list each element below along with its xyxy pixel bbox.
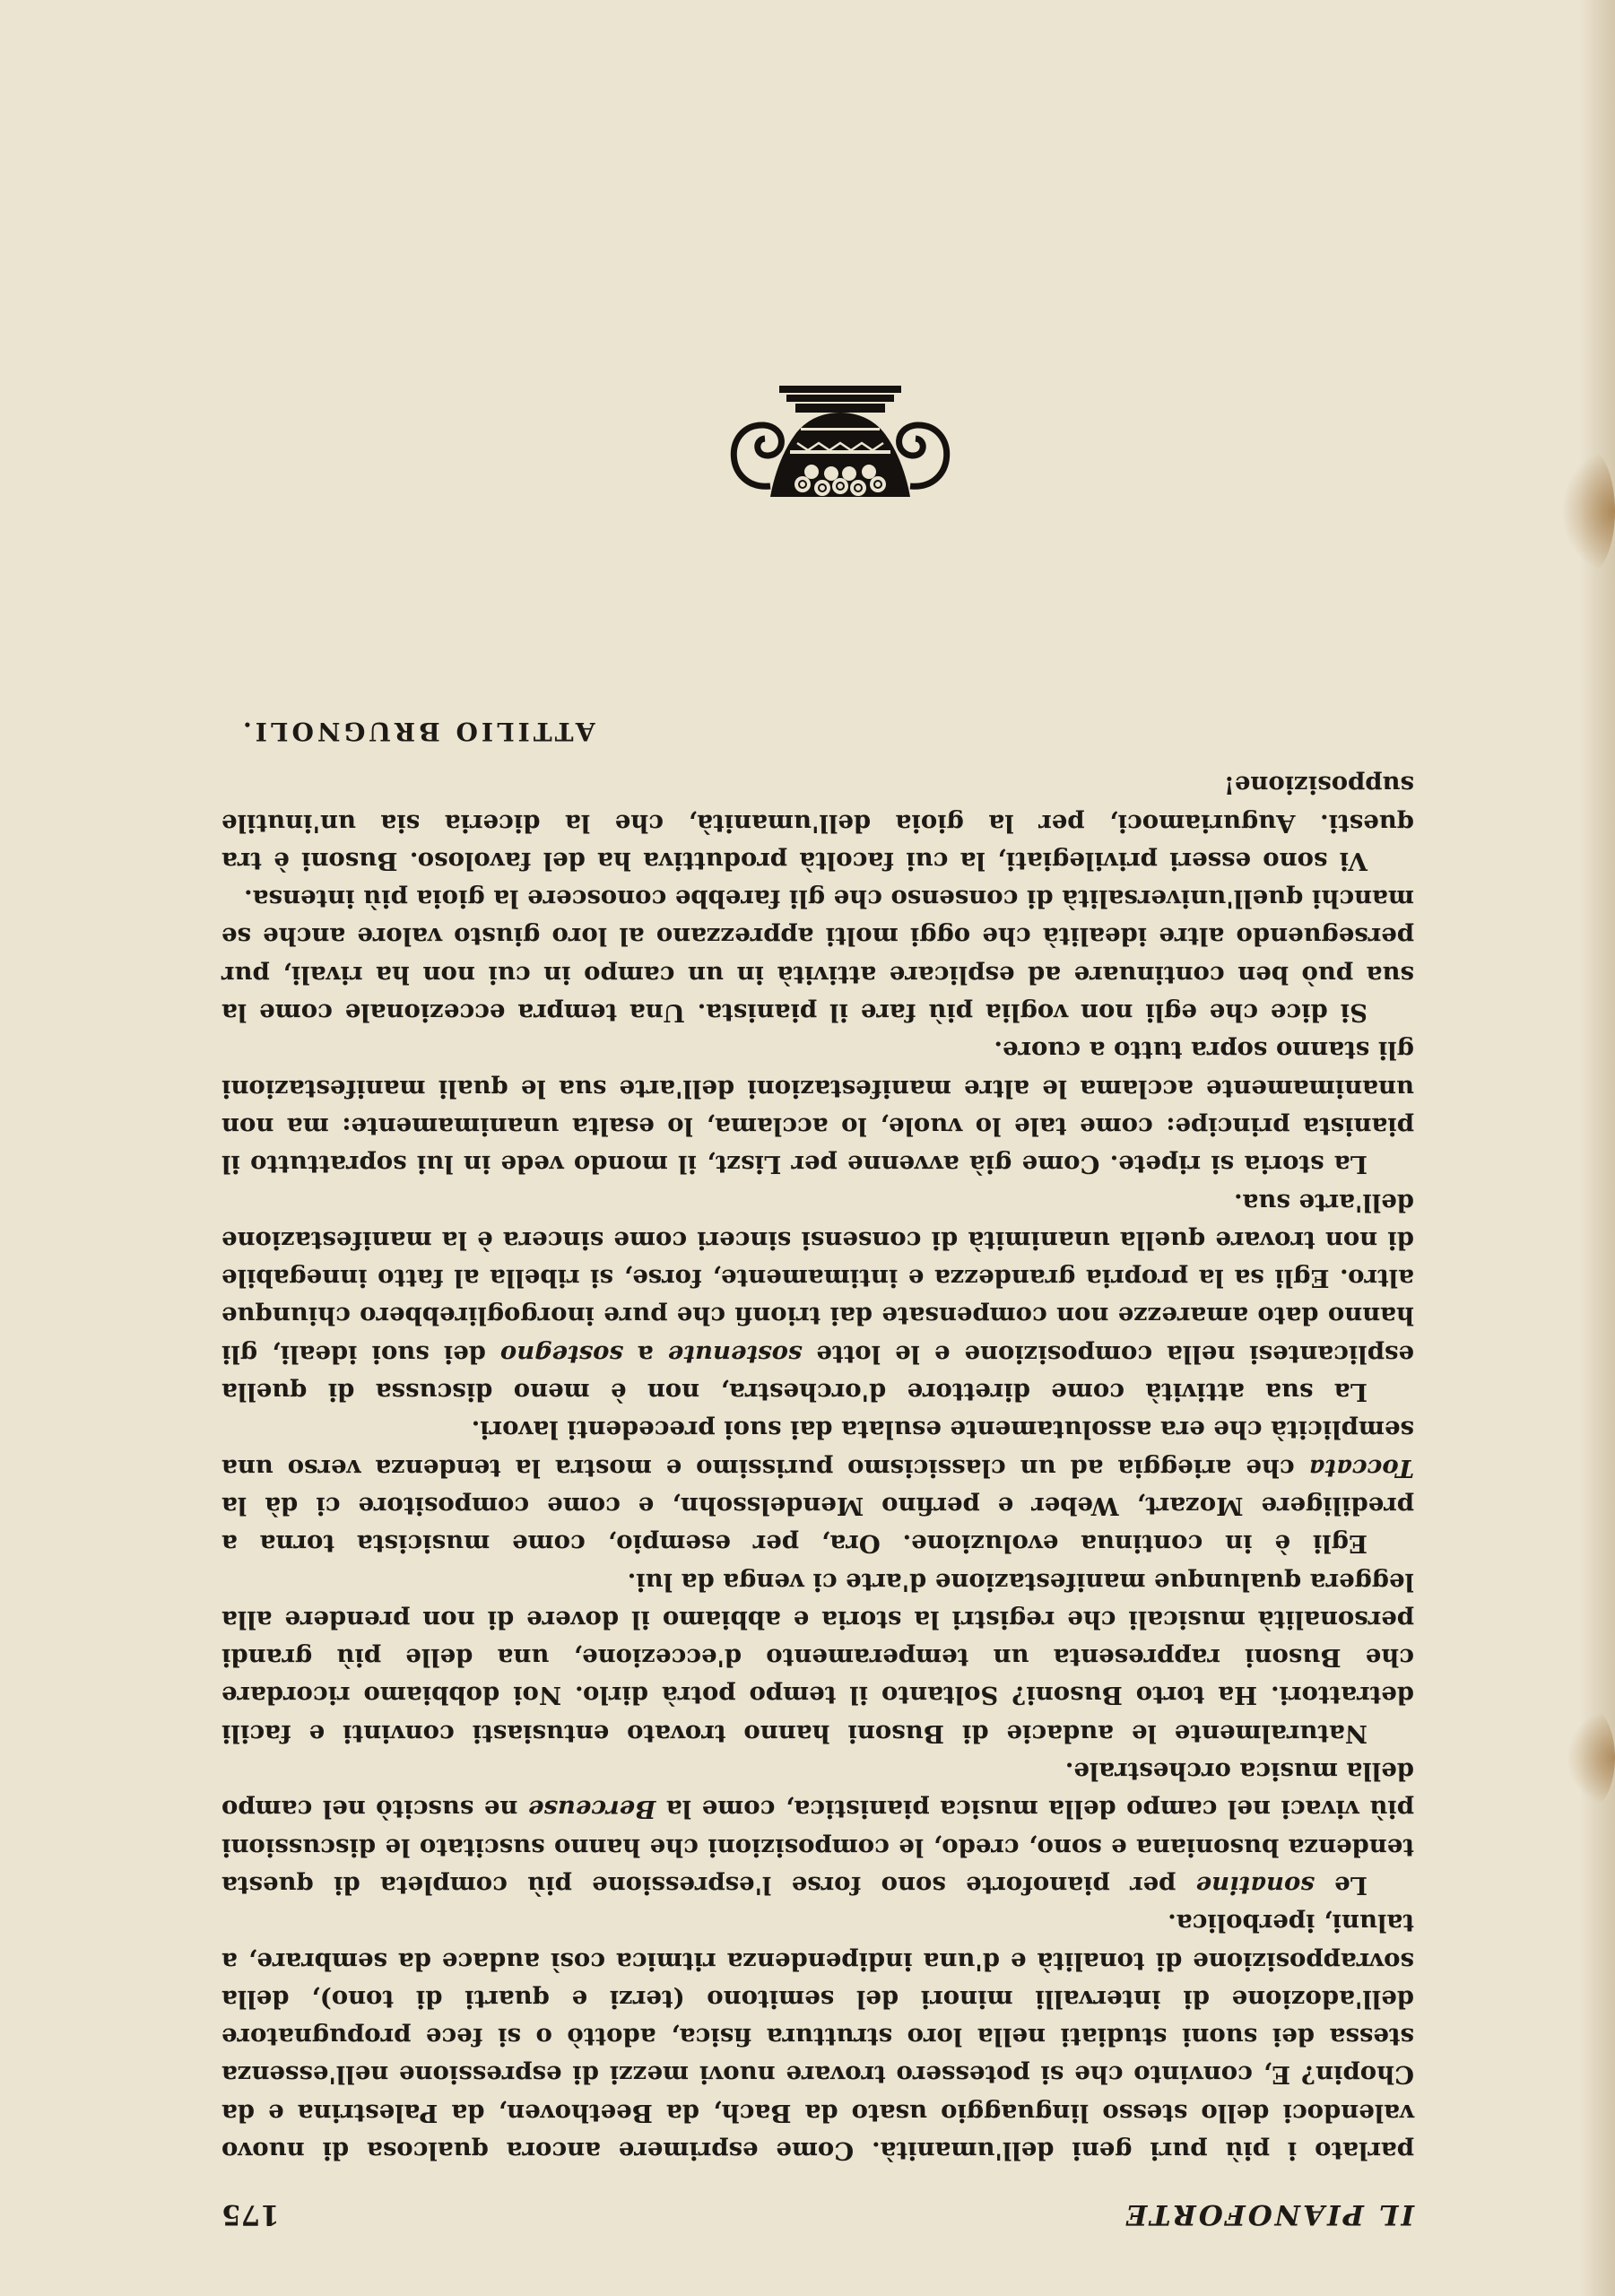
paragraph-2 — [221, 1752, 1414, 1904]
page-edge-shadow — [1579, 0, 1615, 2296]
italic-sonatine: sonatine — [1195, 1870, 1315, 1900]
text-run: Le — [1314, 1870, 1368, 1900]
running-title: IL PIANOFORTE — [1123, 2198, 1414, 2231]
paragraph-1: parlato i più puri geni dell'umanità. Come esprimere ancora qualcosa di nuovo valendoci dello stesso linguaggio usato da Bach, da Beethoven, da Palestrina e da Chopin? E, convinto che si potessero trovare nuovi mezzi di espressione nell'essenza stessa dei suoni studiati nella loro struttura fisica, adottò o si fece propugnatore dell'adozione di intervalli minori del semitono (terzi e quarti di tono), della sovrapposizione di tonalità e d'una indipendenza ritmica così audace da sembrare, a taluni, iperbolica. — [221, 1909, 1414, 2165]
running-head — [221, 2180, 1414, 2231]
italic-berceuse: Berceuse — [527, 1795, 656, 1824]
paragraph-7: Si dice che egli non voglia più fare il pianista. Una tempra eccezionale come la sua può ben continuare ad esplicare attività in un campo in cui non ha rivali, pur perseguendo altre idealità che oggi molti apprezzano al loro giusto valore anche se manchi quell'universalità di consenso che gli farebbe conoscere la gioia più intensa. — [221, 884, 1414, 1028]
article-text — [221, 766, 1414, 2170]
paragraph-4 — [221, 1411, 1414, 1562]
text-run: a — [622, 1339, 668, 1369]
paragraph-6: La storia si ripete. Come già avvenne per Liszt, il mondo vede in lui soprattutto il pianista principe: come tale lo vuole, lo acclama, lo esalta unanimamente: ma non unanimamente acclama le altre manifestazioni dell'arte sua le quali manifestazioni gli stanno sopra tutto a cuore. — [221, 1036, 1414, 1179]
text-run: ne suscitò nel campo della musica orchestrale. — [221, 1757, 1414, 1824]
author-signature: ATTILIO BRUGNOLI. — [239, 717, 595, 747]
text-run: dei suoi ideali, gli hanno dato amarezze non compensate dai trionfi che pure inorgoglirebbero chiunque altro. Egli sa la propria grandezza e intimamente, forse, si ribella al fatto innegabile di non trovare quella unanimità di consensi sinceri come sincera è la manifestazione dell'arte sua. — [221, 1187, 1414, 1369]
page-number: 175 — [221, 2198, 280, 2231]
page-content — [221, 717, 1414, 2231]
urn-ornament-icon — [715, 378, 966, 540]
paragraph-8: Vi sono esseri privilegiati, la cui facoltà produttiva ha del favoloso. Busoni è tra questi. Auguriamoci, per la gioia dell'umanità, che la diceria sia un'inutile supposizione! — [221, 770, 1414, 875]
paragraph-3: Naturalmente le audacie di Busoni hanno trovato entusiasti convinti e facili detrattori. Ha torto Busoni? Soltanto il tempo potrà dirlo. Noi dobbiamo ricordare che Busoni rappresenta un temperamento d'eccezione, una delle più grandi personalità musicali che registri la storia e abbiamo il dovere di non prendere alla leggera qualunque manifestazione d'arte ci venga da lui. — [221, 1567, 1414, 1748]
italic-toccata: Toccata — [1308, 1453, 1414, 1483]
text-run: La sua attività come direttore d'orchestra, non è meno discussa di quella esplicantesi nella composizione e le lotte — [221, 1339, 1414, 1407]
italic-sostenute: sostenute — [667, 1339, 803, 1369]
text-run: Egli è in continua evoluzione. Ora, per esempio, come musicista torna a prediligere Mozart, Weber e perfino Mendelssohn, e come compositore ci dà la — [221, 1491, 1414, 1559]
text-run: che arieggia ad un classicismo purissimo e mostra la tendenza verso una semplicità che era assolutamente esulata dai suoi precedenti lavori. — [221, 1415, 1414, 1483]
text-run: per pianoforte sono forse l'espressione più completa di questa tendenza busoniana e sono, credo, le composizioni che hanno suscitato le discussioni più vivaci nel campo della musica pianistica, come la — [221, 1795, 1414, 1900]
italic-sostegno: sostegno — [499, 1339, 623, 1369]
paragraph-5 — [221, 1183, 1414, 1411]
